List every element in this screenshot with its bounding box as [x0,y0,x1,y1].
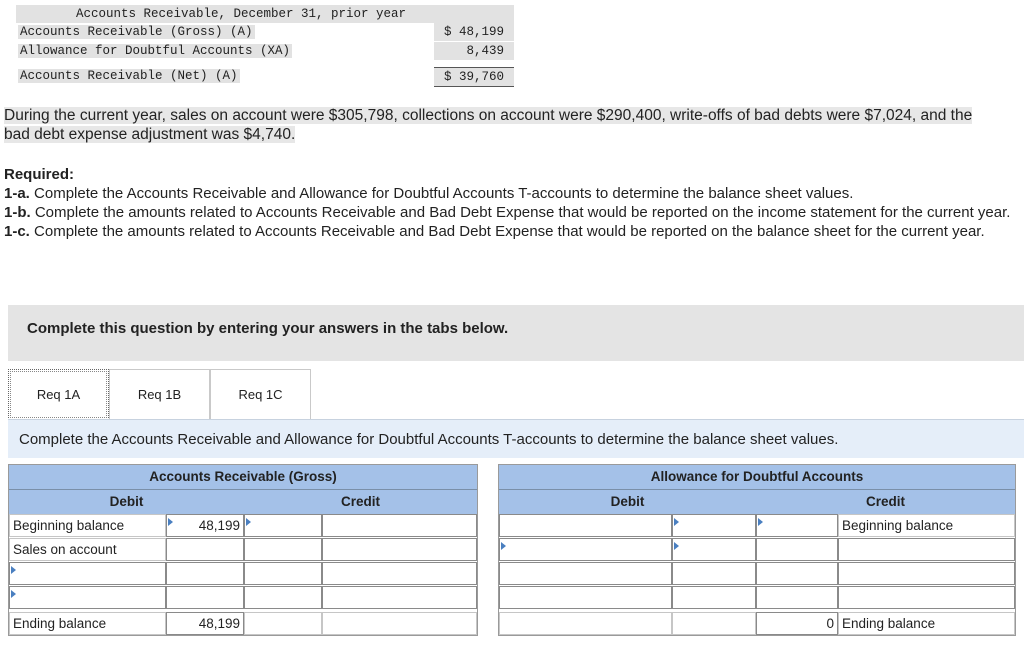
ar-summary-row [16,23,514,41]
ar-sales-value-input[interactable] [166,538,244,561]
ar-debit-header: Debit [9,489,244,514]
tab-req-1c[interactable]: Req 1C [210,369,311,419]
allowance-label: Allowance for Doubtful Accounts (XA) [20,44,291,58]
ar-ending-blank [322,612,477,635]
allowance-credit-header: Credit [756,489,1015,514]
required-section [4,165,1014,241]
dropdown-marker-icon [11,566,16,574]
ar-summary-row [16,42,514,60]
allowance-credit-value-input[interactable] [756,562,838,585]
ar-summary-heading: Accounts Receivable, December 31, prior year [16,5,514,23]
ar-credit-label-input[interactable] [244,538,322,561]
ar-gross-label: Accounts Receivable (Gross) (A) [20,25,253,39]
dropdown-marker-icon [11,590,16,598]
allowance-debit-value-input[interactable] [672,586,756,609]
allowance-t-account-title: Allowance for Doubtful Accounts [499,465,1015,489]
allowance-debit-label-input[interactable] [499,538,672,561]
allowance-credit-value-input[interactable] [756,538,838,561]
dropdown-marker-icon [674,542,679,550]
ar-credit-header: Credit [244,489,477,514]
dropdown-marker-icon [674,518,679,526]
allowance-debit-label-input[interactable] [499,514,672,537]
allowance-debit-header: Debit [499,489,756,514]
allowance-debit-value-input[interactable] [672,538,756,561]
required-item: 1-b. Complete the amounts related to Accounts Receivable and Bad Debt Expense that would be reported on the income statement for the current year. [4,204,1011,221]
allowance-beginning-label: Beginning balance [838,514,1015,537]
ar-credit-label-input[interactable] [244,562,322,585]
allowance-credit-value-input[interactable] [756,586,838,609]
ar-credit-value-input[interactable] [322,586,477,609]
ar-t-account-title: Accounts Receivable (Gross) [9,465,477,489]
ar-credit-value-input[interactable] [322,514,477,537]
allowance-ending-blank [499,612,672,635]
allowance-ending-label: Ending balance [838,612,1015,635]
ar-net-value: $ 39,760 [434,67,514,87]
required-item: 1-a. Complete the Accounts Receivable and Allowance for Doubtful Accounts T-accounts to determine the balance sheet values. [4,185,854,202]
ar-t-account [8,464,478,636]
ar-credit-value-input[interactable] [322,538,477,561]
ar-beginning-value[interactable]: 48,199 [166,514,244,537]
tab-req-1a[interactable]: Req 1A [8,369,109,420]
ar-beginning-label: Beginning balance [9,514,166,537]
allowance-debit-label-input[interactable] [499,586,672,609]
ar-ending-value: 48,199 [166,612,244,635]
ar-credit-label-input[interactable] [244,586,322,609]
ar-credit-label-input[interactable] [244,514,322,537]
ar-net-label: Accounts Receivable (Net) (A) [20,69,238,83]
dropdown-marker-icon [501,542,506,550]
allowance-t-account [498,464,1016,636]
ar-debit-value-input[interactable] [166,586,244,609]
tab-req-1b[interactable]: Req 1B [109,369,210,419]
ar-summary-row [16,67,514,85]
allowance-credit-label-input[interactable] [838,538,1015,561]
instruction-bar: Complete this question by entering your answers in the tabs below. [8,305,1024,361]
allowance-credit-label-input[interactable] [838,562,1015,585]
ar-debit-label-input[interactable] [9,586,166,609]
ar-debit-label-input[interactable] [9,562,166,585]
ar-credit-value-input[interactable] [322,562,477,585]
allowance-ending-blank [672,612,756,635]
allowance-value: 8,439 [434,42,514,60]
required-title: Required: [4,166,75,183]
allowance-credit-label-input[interactable] [838,586,1015,609]
tab-prompt: Complete the Accounts Receivable and Allowance for Doubtful Accounts T-accounts to determine the balance sheet values. [8,419,1024,458]
required-item: 1-c. Complete the amounts related to Accounts Receivable and Bad Debt Expense that would be reported on the balance sheet for the current year. [4,223,985,240]
allowance-credit-value-input[interactable] [756,514,838,537]
ar-debit-value-input[interactable] [166,562,244,585]
ar-sales-label: Sales on account [9,538,166,561]
dropdown-marker-icon [246,518,251,526]
ar-ending-blank [244,612,322,635]
allowance-ending-value: 0 [756,612,838,635]
ar-ending-label: Ending balance [9,612,166,635]
allowance-debit-label-input[interactable] [499,562,672,585]
input-marker-icon [758,518,763,526]
problem-paragraph: During the current year, sales on account were $305,798, collections on account were $290,400, write-offs of bad debts were $7,024, and the bad debt expense adjustment was $4,740. [4,107,973,143]
ar-gross-value: $ 48,199 [434,23,514,41]
allowance-debit-value-input[interactable] [672,514,756,537]
input-marker-icon [168,518,173,526]
allowance-debit-value-input[interactable] [672,562,756,585]
